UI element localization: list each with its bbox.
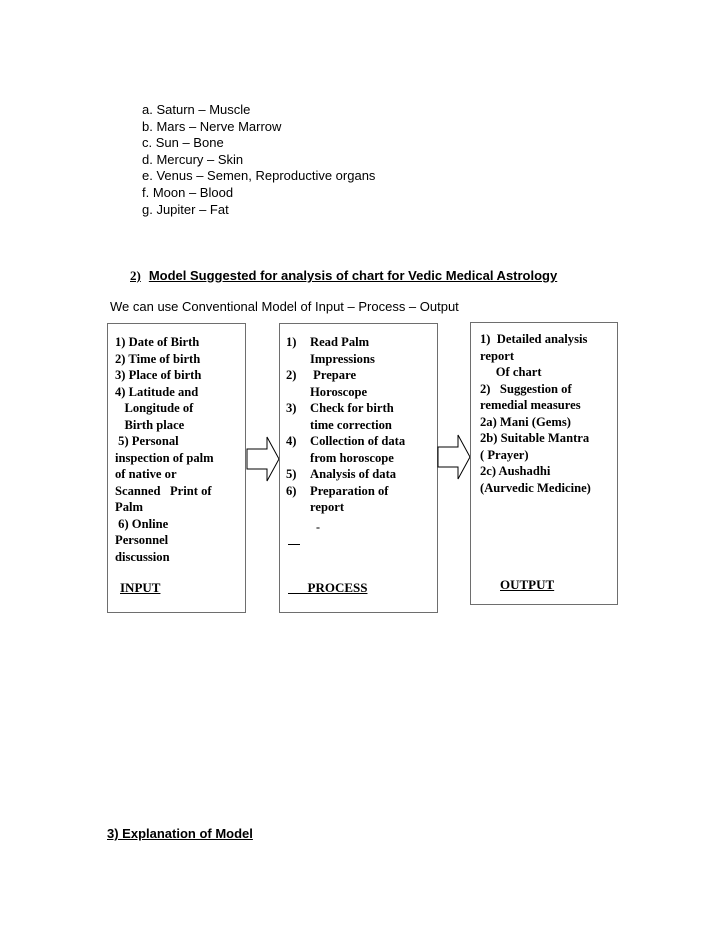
- output-line: 2) Suggestion of: [480, 381, 572, 396]
- list-item: b. Mars – Nerve Marrow: [142, 118, 282, 134]
- input-line: 4) Latitude and: [115, 384, 199, 399]
- process-text: Preparation of: [310, 483, 389, 498]
- output-line: report: [480, 348, 515, 363]
- process-text: time correction: [310, 417, 392, 432]
- output-line: 2b) Suitable Mantra: [480, 431, 590, 445]
- process-row: [286, 433, 405, 450]
- process-text: from horoscope: [310, 450, 394, 465]
- process-row: [286, 483, 405, 500]
- input-line: inspection of palm: [115, 450, 214, 465]
- input-line: 5) Personal: [115, 434, 179, 448]
- output-line: 2a) Mani (Gems): [480, 414, 571, 429]
- input-line: 2) Time of birth: [115, 351, 201, 366]
- right-arrow-icon: [437, 433, 471, 481]
- process-num: 6): [286, 483, 297, 498]
- body-list: [142, 102, 375, 218]
- input-line: 1) Date of Birth: [115, 335, 200, 349]
- process-row: [286, 499, 405, 516]
- process-label-text: PROCESS: [307, 580, 368, 595]
- process-text: Prepare: [310, 368, 357, 382]
- process-num: 5): [286, 467, 297, 481]
- input-line: discussion: [115, 549, 170, 564]
- list-item: a. Saturn – Muscle: [142, 102, 251, 117]
- output-box: [470, 322, 618, 605]
- input-line: of native or: [115, 467, 177, 481]
- process-num: 4): [286, 434, 297, 448]
- right-arrow-icon: [246, 435, 280, 483]
- process-text: Impressions: [310, 351, 375, 366]
- section-3-heading: 3) Explanation of Model: [107, 826, 253, 841]
- input-label: INPUT: [120, 580, 161, 595]
- input-line: Palm: [115, 500, 143, 514]
- input-box: [107, 323, 246, 613]
- process-num: [286, 499, 310, 516]
- section-2-title: Model Suggested for analysis of chart for Vedic Medical Astrology: [148, 268, 558, 283]
- output-label: OUTPUT: [500, 577, 555, 592]
- section-2-number: 2): [130, 268, 141, 283]
- process-row: [286, 334, 405, 351]
- process-dash: -: [316, 520, 320, 534]
- process-num: 2): [286, 368, 297, 382]
- list-item: f. Moon – Blood: [142, 184, 234, 200]
- output-line: (Aurvedic Medicine): [480, 480, 591, 495]
- process-num: [286, 450, 310, 467]
- process-num: 3): [286, 401, 297, 415]
- input-line: Birth place: [115, 417, 185, 432]
- process-row: [286, 466, 405, 483]
- process-row: [286, 400, 405, 417]
- output-line: ( Prayer): [480, 447, 529, 462]
- process-row: [286, 450, 405, 467]
- process-row: [286, 367, 405, 384]
- output-line: 2c) Aushadhi: [480, 464, 551, 478]
- list-item: c. Sun – Bone: [142, 135, 224, 151]
- process-text: Analysis of data: [310, 467, 397, 481]
- process-label: [288, 580, 367, 596]
- process-num: 1): [286, 335, 297, 349]
- process-text: Read Palm: [310, 335, 370, 349]
- input-lines: [115, 334, 214, 565]
- input-line: Personnel: [115, 533, 169, 547]
- process-text: Check for birth: [310, 401, 394, 415]
- process-list: [286, 334, 405, 516]
- process-num: [286, 351, 310, 368]
- section-2-heading: [130, 268, 557, 284]
- output-line: 1) Detailed analysis: [480, 332, 588, 346]
- process-underline: [288, 544, 300, 545]
- output-lines: [480, 331, 591, 496]
- process-text: Horoscope: [310, 384, 368, 399]
- process-row: [286, 384, 405, 401]
- process-row: [286, 417, 405, 434]
- input-line: 3) Place of birth: [115, 368, 202, 382]
- process-text: report: [310, 500, 345, 514]
- process-num: [286, 384, 310, 401]
- process-num: [286, 417, 310, 434]
- input-line: 6) Online: [115, 516, 169, 531]
- process-row: [286, 351, 405, 368]
- output-line: Of chart: [480, 365, 542, 379]
- list-item: g. Jupiter – Fat: [142, 201, 229, 217]
- process-text: Collection of data: [310, 434, 406, 448]
- input-line: Longitude of: [115, 401, 194, 415]
- input-line: Scanned Print of: [115, 483, 212, 498]
- section-2-intro: We can use Conventional Model of Input – Process – Output: [110, 299, 459, 314]
- list-item: d. Mercury – Skin: [142, 151, 244, 167]
- output-line: remedial measures: [480, 398, 581, 412]
- process-box: [279, 323, 438, 613]
- list-item: e. Venus – Semen, Reproductive organs: [142, 168, 376, 184]
